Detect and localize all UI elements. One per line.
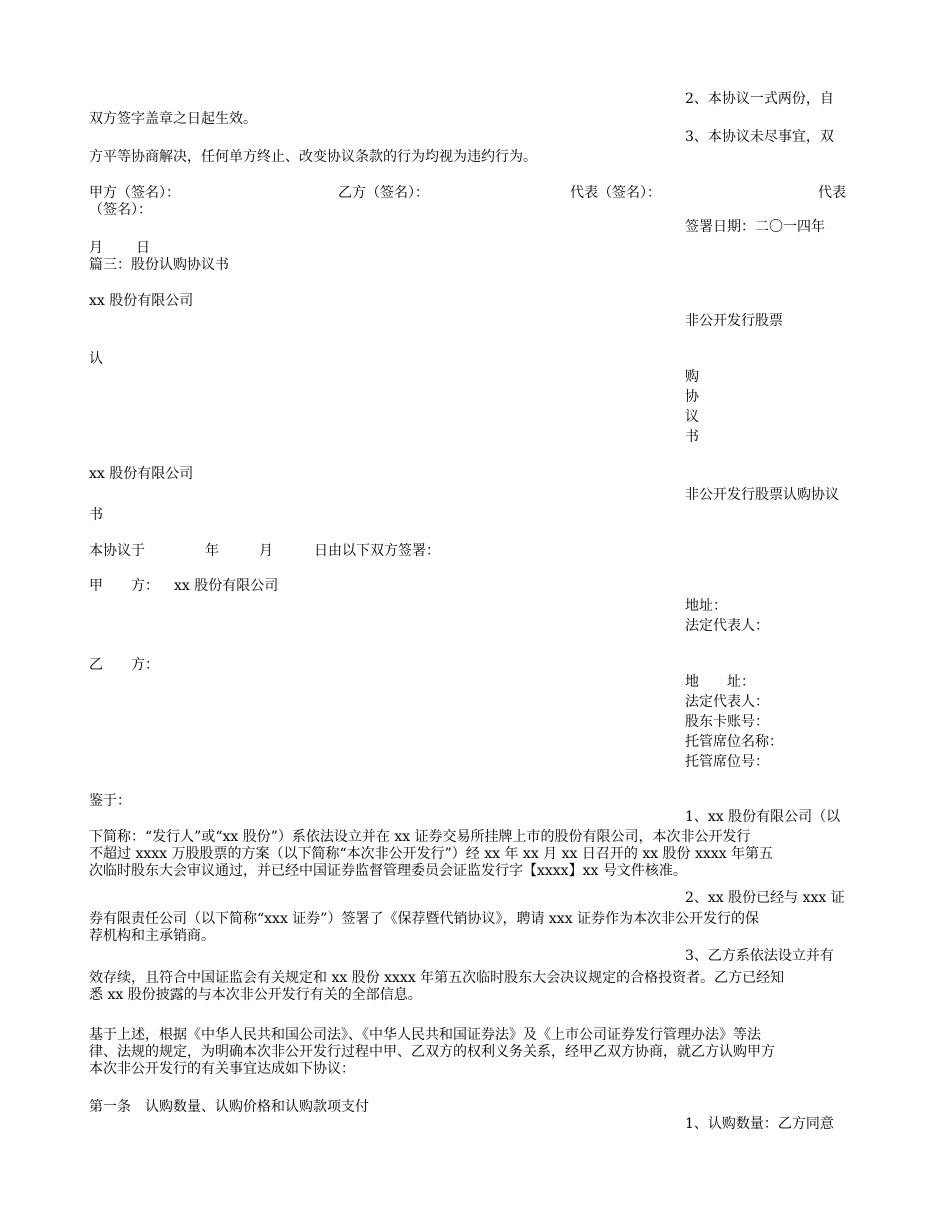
party-b-custody-seat-number: 托管席位号：: [685, 754, 769, 770]
paragraph-line: 次临时股东大会审议通过，并已经中国证券监督管理委员会证监发行字【xxxx】xx 号文件核准。: [89, 863, 687, 879]
clause-2-tail: 双方签字盖章之日起生效。: [89, 111, 257, 127]
signing-line-month: 月: [259, 543, 273, 559]
whereas-3-body: [89, 970, 859, 1004]
whereas-2-head: 2、xx 股份已经与 xxx 证: [685, 890, 845, 906]
party-a-signature: 甲方（签名）：: [89, 185, 180, 201]
party-b-address: 地 址：: [685, 674, 755, 690]
whereas-3-head: 3、乙方系依法设立并有: [685, 948, 834, 964]
cover-title-char: 购: [685, 369, 699, 385]
party-b-shareholder-account: 股东卡账号：: [685, 714, 769, 730]
party-a-address: 地址：: [685, 598, 727, 614]
cover-title: 非公开发行股票: [685, 313, 783, 329]
paragraph-line: 券有限责任公司（以下简称“xxx 证券”）签署了《保荐暨代销协议》，聘请 xxx 证券作为本次非公开发行的保: [89, 911, 760, 927]
cover-company-name: xx 股份有限公司: [89, 293, 194, 309]
party-b-legal-rep: 法定代表人：: [685, 694, 769, 710]
party-a-name: xx 股份有限公司: [174, 578, 279, 594]
whereas-heading: 鉴于：: [89, 793, 131, 809]
paragraph-line: 荐机构和主承销商。: [89, 928, 215, 944]
signing-line-suffix: 日由以下双方签署：: [314, 543, 440, 559]
signing-day: 日: [136, 240, 150, 256]
clause-3-head: 3、本协议未尽事宜，双: [685, 129, 834, 145]
cover-title-char: 协: [685, 389, 699, 405]
paragraph-line: 不超过 xxxx 万股股票的方案（以下简称“本次非公开发行”）经 xx 年 xx 月 xx 日召开的 xx 股份 xxxx 年第五: [89, 846, 774, 862]
whereas-1-body: [89, 829, 859, 880]
whereas-1-head: 1、xx 股份有限公司（以: [685, 809, 841, 825]
paragraph-line: 本次非公开发行的有关事宜达成如下协议：: [89, 1061, 355, 1077]
paragraph-line: 下简称：“发行人”或“xx 股份”）系依法设立并在 xx 证券交易所挂牌上市的股份有限公司，本次非公开发行: [89, 829, 751, 845]
representative-signature-2-cont: （签名）：: [89, 202, 152, 218]
paragraph-line: 律、法规的规定，为明确本次非公开发行过程中甲、乙双方的权利义务关系，经甲乙双方协商，就乙方认购甲方: [89, 1044, 775, 1060]
paragraph-line: 基于上述，根据《中华人民共和国公司法》、《中华人民共和国证券法》及《上市公司证券发行管理办法》等法: [89, 1027, 761, 1043]
basis-paragraph: [89, 1027, 859, 1078]
cover-title-char: 书: [685, 429, 699, 445]
whereas-2-body: [89, 911, 859, 945]
party-a-fields: [685, 596, 769, 636]
article-1-clause-1-head: 1、认购数量：乙方同意: [685, 1116, 834, 1132]
signing-line-prefix: 本协议于: [89, 543, 145, 559]
party-b-custody-seat-name: 托管席位名称：: [685, 734, 783, 750]
cover-title-char-ren: 认: [89, 351, 103, 367]
clause-2-head: 2、本协议一式两份，自: [685, 91, 834, 107]
paragraph-line: 效存续，且符合中国证监会有关规定和 xx 股份 xxxx 年第五次临时股东大会决议规定的合格投资者。乙方已经知: [89, 970, 785, 986]
party-b-signature: 乙方（签名）：: [338, 185, 429, 201]
paragraph-line: 悉 xx 股份披露的与本次非公开发行有关的全部信息。: [89, 987, 422, 1003]
signing-date-label: 签署日期：二〇一四年: [685, 219, 825, 235]
chapter-heading: 篇三：股份认购协议书: [89, 257, 229, 273]
signing-month: 月: [89, 240, 103, 256]
cover-title-char: 议: [685, 409, 699, 425]
party-b-fields: [685, 672, 783, 772]
party-b-label: 乙 方：: [89, 657, 159, 673]
agreement-title: 非公开发行股票认购协议: [685, 487, 839, 503]
party-a-legal-rep: 法定代表人：: [685, 618, 769, 634]
representative-signature-1: 代表（签名）：: [570, 185, 661, 201]
clause-3-tail: 方平等协商解决，任何单方终止、改变协议条款的行为均视为违约行为。: [89, 149, 537, 165]
signing-line-year: 年: [205, 543, 219, 559]
agreement-company-name: xx 股份有限公司: [89, 466, 194, 482]
agreement-title-tail: 书: [89, 507, 103, 523]
representative-signature-2: 代表: [818, 185, 846, 201]
party-a-label: 甲 方：: [89, 578, 159, 594]
article-1-heading: 第一条 认购数量、认购价格和认购款项支付: [89, 1099, 369, 1115]
cover-title-vertical: [685, 367, 699, 447]
